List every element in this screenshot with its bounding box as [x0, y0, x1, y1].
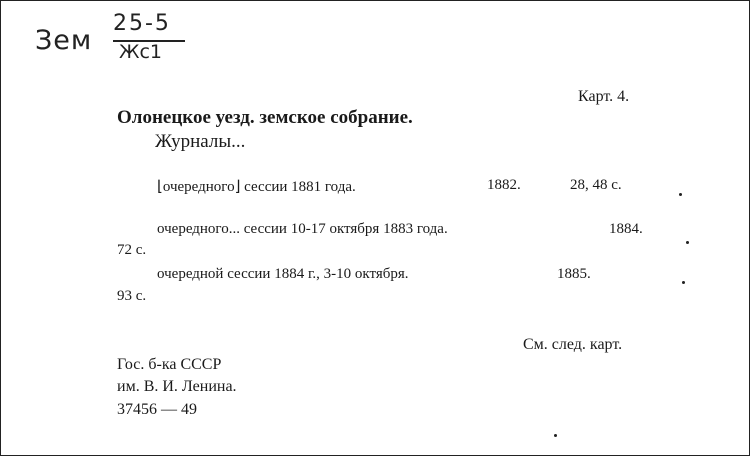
scan-speck [679, 193, 682, 196]
entry-pages: 72 с. [117, 242, 147, 258]
library-line-1: Гос. б-ка СССР [117, 356, 222, 373]
card-number: Карт. 4. [578, 88, 630, 105]
scan-speck [682, 281, 685, 284]
card-heading: Олонецкое уезд. земское собрание. [117, 107, 413, 128]
entry-text: очередной сессии 1884 г., 3-10 октября. [157, 266, 409, 282]
entry-text: ⌊очередного⌋ сессии 1881 года. [157, 179, 356, 195]
entry-pages: 93 с. [117, 288, 147, 304]
scan-speck [686, 241, 689, 244]
entry-text: очередного... сессии 10-17 октября 1883 года. [157, 221, 448, 237]
handwritten-top: 25-5 [113, 11, 171, 36]
entry-year: 1884. [609, 221, 643, 237]
handwritten-bottom: Жс1 [119, 41, 163, 63]
card-subheading: Журналы... [155, 131, 246, 152]
entry-year: 1885. [557, 266, 591, 282]
see-next-card: См. след. карт. [523, 336, 623, 353]
scan-speck [554, 434, 557, 437]
library-line-3: 37456 — 49 [117, 401, 197, 418]
library-line-2: им. В. И. Ленина. [117, 378, 237, 395]
entry-pages: 28, 48 с. [570, 177, 622, 193]
handwritten-left: Зем [35, 25, 93, 56]
entry-year: 1882. [487, 177, 521, 193]
